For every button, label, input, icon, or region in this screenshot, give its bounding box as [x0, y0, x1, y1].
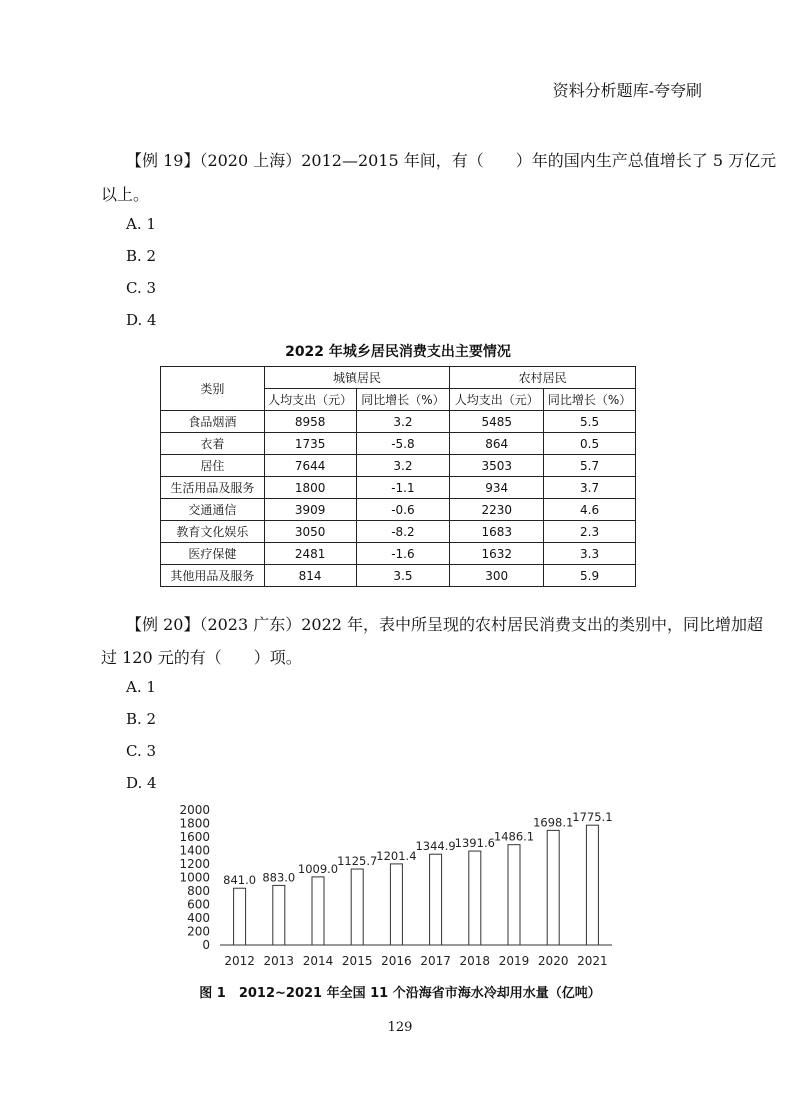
- bar: [312, 877, 324, 945]
- table-cell: 食品烟酒: [161, 411, 265, 433]
- question-20-option-a: A. 1: [126, 678, 156, 696]
- bar: [586, 825, 598, 945]
- table-cell: 医疗保健: [161, 543, 265, 565]
- subheader-urban-spend: 人均支出（元）: [264, 389, 356, 411]
- table-cell: -5.8: [356, 433, 450, 455]
- table-cell: 3503: [450, 455, 544, 477]
- x-tick-label: 2017: [420, 954, 451, 968]
- bar: [430, 854, 442, 945]
- header-rural: 农村居民: [450, 367, 636, 389]
- question-19-option-d: D. 4: [126, 311, 157, 329]
- table-cell: 7644: [264, 455, 356, 477]
- table-cell: 864: [450, 433, 544, 455]
- table-cell: -1.1: [356, 477, 450, 499]
- table-cell: 5.9: [544, 565, 636, 587]
- question-19-option-a: A. 1: [126, 215, 156, 233]
- table-row: [161, 455, 636, 477]
- y-tick-label: 200: [187, 924, 210, 939]
- table-cell: 3.7: [544, 477, 636, 499]
- bar-value-label: 841.0: [223, 873, 257, 888]
- table-cell: 814: [264, 565, 356, 587]
- table-row: [161, 565, 636, 587]
- table-cell: 5.5: [544, 411, 636, 433]
- bar-value-label: 1775.1: [572, 810, 613, 825]
- header-urban: 城镇居民: [264, 367, 450, 389]
- bar-value-label: 1201.4: [376, 848, 417, 863]
- x-tick-label: 2020: [537, 954, 569, 968]
- table-cell: -1.6: [356, 543, 450, 565]
- table-cell: 2230: [450, 499, 544, 521]
- table-cell: 5.7: [544, 455, 636, 477]
- table-row: [161, 543, 636, 565]
- y-tick-label: 1800: [180, 816, 210, 831]
- header-category: 类别: [161, 367, 265, 411]
- question-20-option-c: C. 3: [126, 742, 157, 760]
- x-tick-label: 2019: [498, 954, 530, 968]
- bar-value-label: 1009.0: [297, 861, 339, 876]
- table-row: [161, 411, 636, 433]
- table-cell: 1735: [264, 433, 356, 455]
- y-tick-label: 1400: [180, 843, 210, 858]
- table-cell: 衣着: [161, 433, 265, 455]
- question-19-option-b: B. 2: [126, 247, 157, 265]
- subheader-rural-growth: 同比增长（%）: [544, 389, 636, 411]
- bar: [469, 851, 481, 945]
- x-tick-label: 2013: [263, 954, 295, 968]
- table-cell: 300: [450, 565, 544, 587]
- table-row: [161, 433, 636, 455]
- table-cell: 教育文化娱乐: [161, 521, 265, 543]
- bar: [234, 888, 246, 945]
- bar: [508, 845, 520, 945]
- consumption-table: [160, 366, 636, 587]
- bar-value-label: 1344.9: [415, 839, 456, 854]
- table-cell: 5485: [450, 411, 544, 433]
- question-19-option-c: C. 3: [126, 279, 157, 297]
- table-cell: 934: [450, 477, 544, 499]
- table-cell: 1800: [264, 477, 356, 499]
- x-tick-label: 2015: [341, 954, 373, 968]
- bar: [351, 869, 363, 945]
- table-cell: 2.3: [544, 521, 636, 543]
- table-row: [161, 521, 636, 543]
- table-cell: 3.3: [544, 543, 636, 565]
- y-tick-label: 1600: [180, 830, 210, 844]
- table-cell: -8.2: [356, 521, 450, 543]
- x-tick-label: 2018: [459, 954, 491, 968]
- bar: [390, 864, 402, 945]
- table-cell: 2481: [264, 543, 356, 565]
- table-cell: 0.5: [544, 433, 636, 455]
- table-cell: 3909: [264, 499, 356, 521]
- x-tick-label: 2021: [577, 954, 608, 968]
- table-title: 2022 年城乡居民消费支出主要情况: [285, 344, 511, 360]
- table-cell: 3050: [264, 521, 356, 543]
- y-tick-label: 1000: [180, 870, 210, 885]
- table-cell: -0.6: [356, 499, 450, 521]
- table-cell: 4.6: [544, 499, 636, 521]
- table-cell: 8958: [264, 411, 356, 433]
- table-cell: 3.2: [356, 411, 450, 433]
- chart-caption: 图 1 2012~2021 年全国 11 个沿海省市海水冷却用水量（亿吨）: [199, 986, 601, 1001]
- table-cell: 1632: [450, 543, 544, 565]
- bar-chart-svg: [180, 800, 620, 980]
- page-header: 资料分析题库-夸夸刷: [552, 81, 702, 100]
- subheader-rural-spend: 人均支出（元）: [450, 389, 544, 411]
- bar-value-label: 883.0: [262, 870, 296, 885]
- y-tick-label: 600: [187, 897, 210, 912]
- x-tick-label: 2012: [224, 954, 255, 968]
- page-number: 129: [387, 1020, 413, 1035]
- bar: [547, 830, 559, 945]
- table-cell: 3.2: [356, 455, 450, 477]
- subheader-urban-growth: 同比增长（%）: [356, 389, 450, 411]
- bar-value-label: 1125.7: [337, 854, 378, 869]
- water-usage-chart: [180, 800, 620, 980]
- bar-value-label: 1391.6: [454, 836, 495, 851]
- question-19-line1: 【例 19】（2020 上海）2012—2015 年间，有（ ）年的国内生产总值增长了 5 万亿元: [126, 151, 777, 170]
- table-row: [161, 499, 636, 521]
- table-cell: 3.5: [356, 565, 450, 587]
- question-20-option-b: B. 2: [126, 710, 157, 728]
- table-cell: 交通通信: [161, 499, 265, 521]
- x-tick-label: 2014: [302, 954, 334, 968]
- bar: [273, 885, 285, 945]
- y-tick-label: 0: [202, 938, 210, 952]
- y-tick-label: 2000: [180, 803, 210, 817]
- table-row: [161, 477, 636, 499]
- table-cell: 生活用品及服务: [161, 477, 265, 499]
- y-tick-label: 800: [187, 884, 210, 898]
- table-cell: 居住: [161, 455, 265, 477]
- question-20-option-d: D. 4: [126, 774, 157, 792]
- bar-value-label: 1486.1: [493, 829, 535, 844]
- question-20-line2: 过 120 元的有（ ）项。: [101, 648, 302, 667]
- y-tick-label: 1200: [180, 857, 210, 871]
- y-tick-label: 400: [187, 911, 210, 925]
- bar-value-label: 1698.1: [533, 815, 574, 830]
- question-19-line2: 以上。: [101, 185, 150, 204]
- table-cell: 1683: [450, 521, 544, 543]
- table-cell: 其他用品及服务: [161, 565, 265, 587]
- question-20-line1: 【例 20】（2023 广东）2022 年，表中所呈现的农村居民消费支出的类别中，同比增加超: [126, 615, 764, 634]
- x-tick-label: 2016: [381, 954, 412, 968]
